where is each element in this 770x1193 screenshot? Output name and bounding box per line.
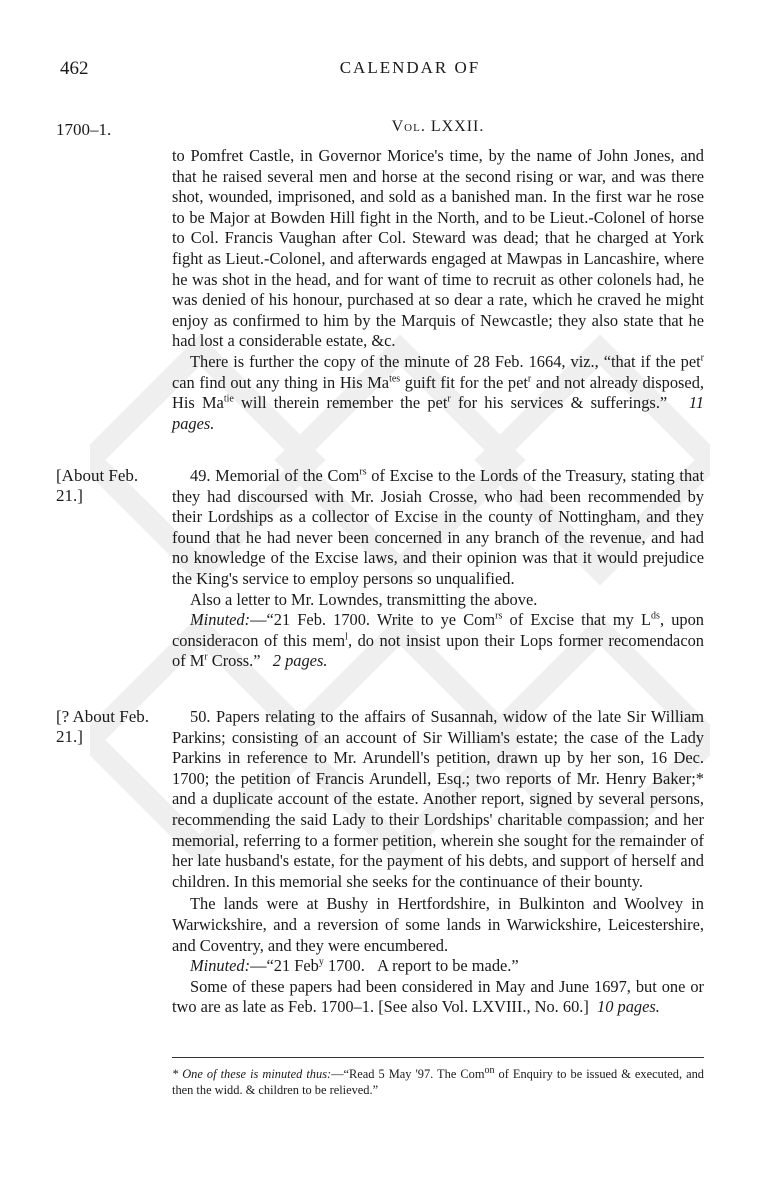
entry-50 [172,707,704,1018]
text-run: of Excise to the Lords of the Treasury, stating that they had discoursed with Mr. Josiah Crosse, who had been recommended by their Lordships as a collector of Excise in the county of Nottingham, and they found that he had never been concerned in any branch of the revenue, and had no knowledge of the Excise laws, and their opinion was that it would prejudice the King's service to employ persons so unqualified. [172,466,705,588]
text-run: —“21 Feb [250,956,319,976]
text-run: Papers relating to the affairs of Susannah, widow of the late Sir William Parkins; consisting of an account of Sir William's estate; the case of the Lady Parkins in reference to Mr. Arundell's petition, drawn up by her son, 16 Dec. 1700; the petition of Francis Arundell, Esq.; two reports of Mr. Henry Baker;* and a duplicate account of the estate. Another report, signed by several persons, recommending the said Lady to their Lordships' charitable compassion; and her memorial, referring to a former petition, wherein she sought for the remainder of her late husband's estate, for the payment of his debts, and support of herself and children. In this memorial she seeks for the continuance of their bounty. [172,707,704,891]
paragraph [172,707,704,892]
text-run: , upon consideracon of this mem [172,610,704,650]
text-run: can find out any thing in His Ma [172,372,390,392]
page-number: 462 [60,58,89,79]
text-run: Memorial of the Com [215,466,360,485]
entry-number: 50. [190,707,211,726]
text-run: Cross.” [207,651,261,671]
text-run: —“Read 5 May '97. The Com [331,1067,485,1081]
text-run: , do not insist upon their Lops former recomendacon of M [172,630,704,671]
text-run: guift fit for the pet [400,372,528,392]
entry-number: 49. [190,466,211,485]
text-run: and not already disposed, His Ma [172,372,704,413]
paragraph [172,352,704,434]
superscript: r [204,651,208,663]
superscript: tie [223,393,234,405]
page-count: 2 pages. [272,651,328,671]
margin-date: [About Feb. 21.] [56,466,139,505]
text-run: for his services & sufferings.” [450,393,668,413]
minuted-label: Minuted: [190,610,251,630]
text-run: will therein remember the pet [233,393,448,413]
page-count: 11 pages. [172,393,705,433]
text-run: A report to be made.” [377,956,519,976]
paragraph [172,610,704,672]
page-count: 10 pages. [597,997,660,1017]
text-run: of Excise that my L [502,610,652,630]
superscript: rs [359,466,367,478]
entry-continuation [172,146,704,434]
entry-49 [172,466,704,672]
superscript: ds [651,610,660,622]
paragraph [172,466,704,590]
paragraph [172,956,704,977]
paragraph: Also a letter to Mr. Lowndes, transmitting the above. [190,589,538,609]
superscript: r [700,352,704,364]
text-run: Some of these papers had been considered in May and June 1697, but one or two are as late as Feb. 1700–1. [See also Vol. LXVIII., No. 60.] [172,976,704,1017]
superscript: tes [389,373,401,385]
text-run: —“21 Feb. 1700. Write to ye Com [250,610,496,630]
volume-heading: Vol. LXXII. [391,118,485,135]
footnote-rule [172,1057,704,1058]
minuted-label: Minuted: [190,956,251,976]
superscript: r [447,393,451,405]
margin-date: 1700–1. [56,120,112,139]
text-run: of Enquiry to be issued & executed, and then the widd. & children to be relieved.” [172,1067,704,1097]
running-title: CALENDAR OF [339,58,481,77]
superscript: l [345,631,348,643]
text-run: There is further the copy of the minute of 28 Feb. 1664, viz., “that if the pet [190,351,701,371]
superscript: y [318,956,324,968]
margin-date: [? About Feb. 21.] [56,707,150,746]
footnote-intro: * One of these is minuted thus: [172,1067,332,1081]
footnote [172,1066,704,1098]
paragraph: to Pomfret Castle, in Governor Morice's time, by the name of John Jones, and that he raised several men and horse at the second rising or war, and was there shot, wounded, imprisoned, and sold as a banished man. In the first war he rose to be Major at Bowden Hill fight in the North, and to be Lieut.-Colonel of horse to Col. Francis Vaughan after Col. Steward was dead; that he charged at York fight as Lieut.-Colonel, and afterwards engaged at Mawpas in Lancashire, where he was shot in the head, and for want of time to recruit as other colonels had, he was denied of his honour, purchased at so dear a rate, which he craved he might enjoy as confirmed to him by the Marquis of Newcastle; they also state that he had lost a considerable estate, &c. [172,146,704,351]
paragraph: The lands were at Bushy in Hertfordshire, in Bulkinton and Woolvey in Warwickshire, and a reversion of some lands in Warwickshire, Leicestershire, and Coventry, and they were encumbered. [172,894,704,955]
superscript: r [527,373,532,385]
superscript: rs [495,610,503,622]
text-run: 1700. [323,956,365,976]
paragraph [172,977,704,1018]
superscript: on [484,1064,495,1076]
